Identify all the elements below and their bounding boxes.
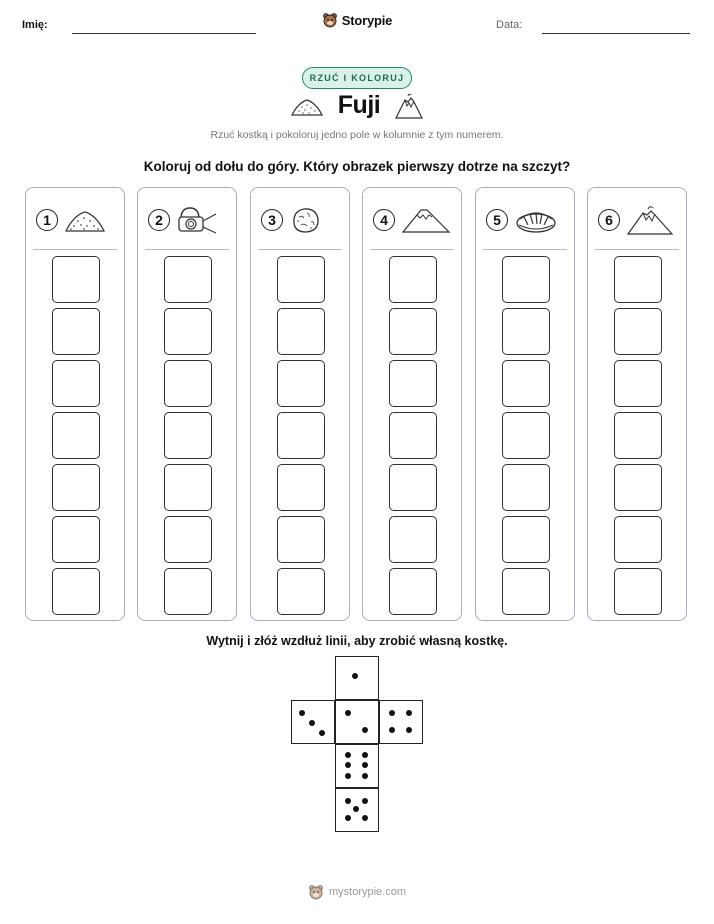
color-cell[interactable] bbox=[614, 464, 662, 511]
color-cell[interactable] bbox=[164, 256, 212, 303]
subtitle: Rzuć kostką i pokoloruj jedno pole w kolumnie z tym numerem. bbox=[210, 129, 504, 141]
color-cell[interactable] bbox=[502, 256, 550, 303]
color-cell[interactable] bbox=[52, 256, 100, 303]
color-cell[interactable] bbox=[389, 516, 437, 563]
color-cell[interactable] bbox=[502, 516, 550, 563]
dice-pip bbox=[362, 762, 368, 768]
dice-pip bbox=[345, 762, 351, 768]
color-cell[interactable] bbox=[389, 568, 437, 615]
color-cell[interactable] bbox=[277, 412, 325, 459]
dice-pip bbox=[345, 773, 351, 779]
activity-badge: RZUĆ I KOLORUJ bbox=[302, 67, 412, 89]
color-cell[interactable] bbox=[614, 360, 662, 407]
dice-pip bbox=[362, 798, 368, 804]
dice-pip bbox=[362, 815, 368, 821]
page-title: Fuji bbox=[337, 91, 381, 119]
column-number: 5 bbox=[486, 209, 508, 231]
camera-icon bbox=[176, 205, 218, 235]
volcano-icon bbox=[626, 204, 674, 236]
color-cell[interactable] bbox=[52, 308, 100, 355]
column-header bbox=[486, 204, 566, 236]
dice-face-2 bbox=[335, 700, 379, 744]
column-header bbox=[36, 204, 116, 236]
dice-pip bbox=[362, 773, 368, 779]
column-header bbox=[373, 204, 453, 236]
snowcap-mountain-icon bbox=[401, 205, 451, 235]
column-number: 6 bbox=[598, 209, 620, 231]
color-cell[interactable] bbox=[614, 412, 662, 459]
color-cell[interactable] bbox=[277, 568, 325, 615]
dice-face-5 bbox=[335, 788, 379, 832]
date-label: Data: bbox=[496, 19, 523, 31]
dice-pip bbox=[352, 673, 358, 679]
dice-pip bbox=[345, 710, 351, 716]
bear-mascot-icon bbox=[322, 12, 338, 28]
footer bbox=[0, 884, 714, 900]
color-cell[interactable] bbox=[614, 308, 662, 355]
dice-pip bbox=[389, 727, 395, 733]
color-cell[interactable] bbox=[389, 308, 437, 355]
dice-pip bbox=[345, 798, 351, 804]
color-cell[interactable] bbox=[52, 412, 100, 459]
dice-face-6 bbox=[335, 744, 379, 788]
bear-mascot-icon bbox=[308, 884, 324, 900]
color-cell[interactable] bbox=[277, 256, 325, 303]
color-cell[interactable] bbox=[502, 568, 550, 615]
dice-pip bbox=[362, 752, 368, 758]
dice-pip bbox=[319, 730, 325, 736]
brand-logo bbox=[0, 12, 714, 28]
date-write-line bbox=[542, 33, 690, 34]
color-cell[interactable] bbox=[502, 412, 550, 459]
column-number: 4 bbox=[373, 209, 395, 231]
cut-instruction: Wytnij i złóż wzdłuż linii, aby zrobić własną kostkę. bbox=[206, 634, 508, 648]
color-cell[interactable] bbox=[164, 464, 212, 511]
color-cell[interactable] bbox=[389, 360, 437, 407]
color-cell[interactable] bbox=[502, 308, 550, 355]
rock-icon bbox=[289, 205, 331, 235]
instruction-heading: Koloruj od dołu do góry. Który obrazek pierwszy dotrze na szczyt? bbox=[143, 159, 571, 174]
color-cell[interactable] bbox=[502, 360, 550, 407]
name-label: Imię: bbox=[22, 19, 48, 31]
race-column-6 bbox=[587, 187, 687, 621]
dice-pip bbox=[345, 752, 351, 758]
dice-pip bbox=[309, 720, 315, 726]
volcano-icon bbox=[394, 92, 424, 120]
column-header bbox=[148, 204, 228, 236]
sandal-icon bbox=[514, 205, 558, 235]
dice-pip bbox=[345, 815, 351, 821]
color-cell[interactable] bbox=[389, 256, 437, 303]
dice-pip bbox=[406, 710, 412, 716]
race-column-4 bbox=[362, 187, 462, 621]
column-header bbox=[598, 204, 678, 236]
sand-pile-icon bbox=[290, 95, 324, 117]
brand-name: Storypie bbox=[341, 12, 393, 28]
color-cell[interactable] bbox=[52, 360, 100, 407]
color-cell[interactable] bbox=[277, 516, 325, 563]
color-cell[interactable] bbox=[389, 412, 437, 459]
title-row bbox=[0, 91, 714, 120]
color-cell[interactable] bbox=[277, 308, 325, 355]
footer-url[interactable]: mystorypie.com bbox=[328, 886, 407, 898]
color-cell[interactable] bbox=[277, 464, 325, 511]
color-cell[interactable] bbox=[614, 516, 662, 563]
race-column-1 bbox=[25, 187, 125, 621]
color-cell[interactable] bbox=[614, 568, 662, 615]
dice-face-1 bbox=[335, 656, 379, 700]
dice-pip bbox=[362, 727, 368, 733]
column-number: 2 bbox=[148, 209, 170, 231]
race-column-3 bbox=[250, 187, 350, 621]
column-number: 3 bbox=[261, 209, 283, 231]
color-cell[interactable] bbox=[52, 516, 100, 563]
column-header bbox=[261, 204, 341, 236]
color-cell[interactable] bbox=[52, 464, 100, 511]
color-cell[interactable] bbox=[164, 308, 212, 355]
color-cell[interactable] bbox=[614, 256, 662, 303]
dice-pip bbox=[389, 710, 395, 716]
dice-face-4 bbox=[379, 700, 423, 744]
color-cell[interactable] bbox=[164, 568, 212, 615]
dice-pip bbox=[406, 727, 412, 733]
sand-pile-icon bbox=[64, 205, 106, 235]
column-number: 1 bbox=[36, 209, 58, 231]
color-cell[interactable] bbox=[389, 464, 437, 511]
color-cell[interactable] bbox=[164, 360, 212, 407]
race-column-5 bbox=[475, 187, 575, 621]
dice-pip bbox=[353, 806, 359, 812]
color-cell[interactable] bbox=[502, 464, 550, 511]
color-cell[interactable] bbox=[277, 360, 325, 407]
color-cell[interactable] bbox=[52, 568, 100, 615]
name-write-line bbox=[72, 33, 256, 34]
dice-face-3 bbox=[291, 700, 335, 744]
color-cell[interactable] bbox=[164, 516, 212, 563]
color-cell[interactable] bbox=[164, 412, 212, 459]
dice-pip bbox=[299, 710, 305, 716]
race-column-2 bbox=[137, 187, 237, 621]
